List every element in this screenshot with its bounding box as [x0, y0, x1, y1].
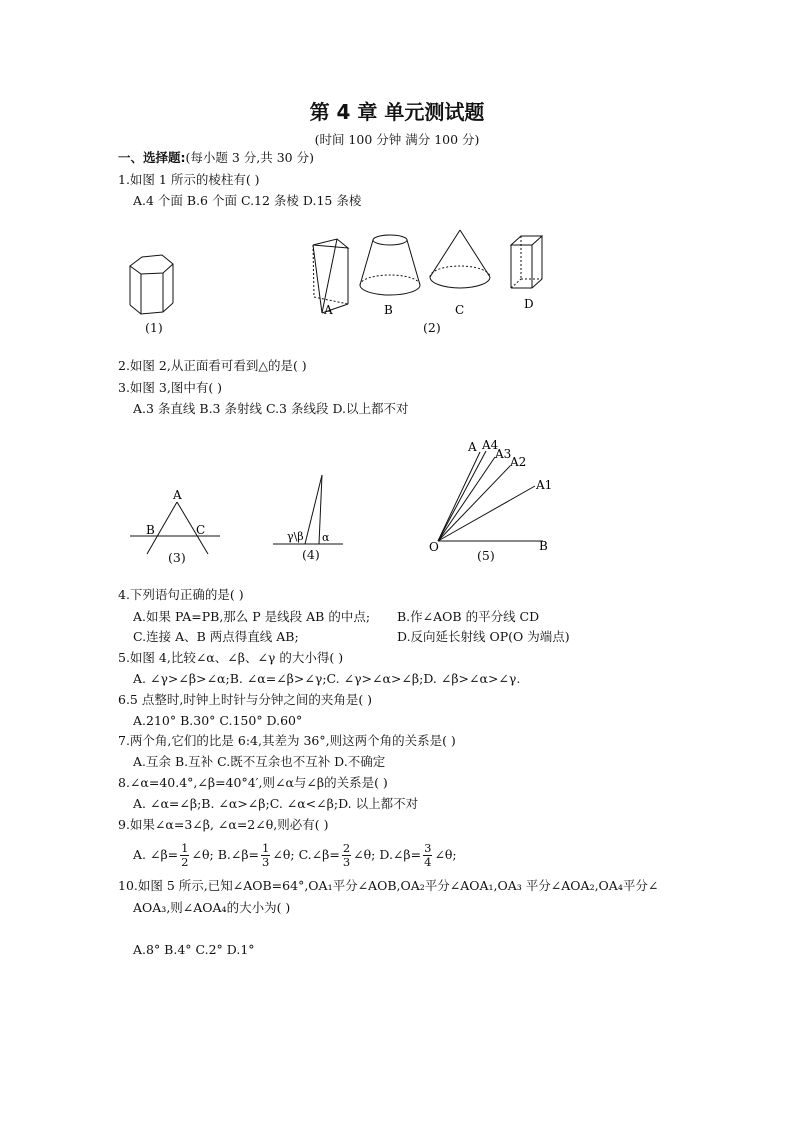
q1-options: A.4 个面 B.6 个面 C.12 条棱 D.15 条棱 [133, 193, 362, 208]
q7-stem: 7.两个角,它们的比是 6:4,其差为 36°,则这两个角的关系是( ) [118, 733, 456, 748]
figure-3-label-a: A [173, 488, 182, 502]
figure-2-label-b: B [384, 303, 393, 317]
q10-line-1: 10.如图 5 所示,已知∠AOB=64°,OA₁平分∠AOB,OA₂平分∠AOA₁,OA₃ 平分∠AOA₂,OA₄平分∠ [118, 878, 659, 893]
q9-d-numerator: 3 [424, 841, 432, 855]
q9-b-suffix: ∠θ; [272, 847, 295, 862]
q9-a-numerator: 1 [181, 841, 189, 855]
section-note: (每小题 3 分,共 30 分) [185, 150, 314, 165]
q10-options: A.8° B.4° C.2° D.1° [133, 942, 255, 957]
section-heading [118, 150, 314, 166]
q9-a-suffix: ∠θ; [191, 847, 214, 862]
figure-5-label-a4: A4 [482, 438, 499, 452]
q9-c-numerator: 2 [342, 841, 351, 855]
q9-b-prefix: B.∠β= [217, 847, 260, 862]
q7-options: A.互余 B.互补 C.既不互余也不互补 D.不确定 [133, 754, 386, 769]
figure-3-label-c: C [196, 523, 206, 537]
page-title: 第 4 章 单元测试题 [309, 100, 485, 124]
figure-5-label-a3: A3 [495, 447, 512, 461]
q9-a-prefix: A. ∠β= [133, 847, 179, 862]
q9-a-denominator: 2 [181, 855, 189, 869]
q2-stem: 2.如图 2,从正面看可看到△的是( ) [118, 358, 307, 373]
q4-option-d: D.反向延长射线 OP(O 为端点) [397, 629, 570, 644]
figure-2-label-a: A [324, 303, 333, 317]
q9-b-fraction [261, 842, 270, 869]
q9-d-fraction [423, 842, 432, 869]
figure-5-label-a: A [468, 440, 477, 454]
q10-line-2: AOA₃,则∠AOA₄的大小为( ) [133, 900, 291, 915]
figure-5-label-a2: A2 [510, 455, 527, 469]
figure-5-label-o: O [429, 540, 439, 554]
q5-options: A. ∠γ>∠β>∠α;B. ∠α=∠β>∠γ;C. ∠γ>∠α>∠β;D. ∠β>∠α>∠γ. [133, 671, 521, 686]
figure-2-label-c: C [455, 303, 465, 317]
section-title: 一、选择题: [118, 150, 186, 165]
figure-1-caption: (1) [145, 320, 163, 335]
figure-4-label-gamma-beta: γ\β [287, 530, 304, 543]
figure-5-label-a1: A1 [536, 478, 553, 492]
figure-3-label-b: B [146, 523, 155, 537]
q6-stem: 6.5 点整时,时钟上时针与分钟之间的夹角是( ) [118, 692, 373, 707]
page-subtitle: (时间 100 分钟 满分 100 分) [314, 132, 480, 147]
q9-d-denominator: 4 [424, 855, 432, 869]
figure-5-label-b: B [539, 539, 548, 553]
q4-option-c: C.连接 A、B 两点得直线 AB; [133, 629, 299, 644]
figure-4-label-alpha: α [322, 531, 330, 544]
q5-stem: 5.如图 4,比较∠α、∠β、∠γ 的大小得( ) [118, 650, 344, 665]
q9-c-fraction [342, 842, 351, 869]
q3-stem: 3.如图 3,图中有( ) [118, 380, 223, 395]
q9-d-suffix: ∠θ; [434, 847, 457, 862]
q9-c-suffix: ∠θ; [353, 847, 376, 862]
q9-options [133, 840, 457, 870]
figure-5-angle-bisectors [425, 430, 565, 560]
figure-5-caption: (5) [477, 548, 495, 563]
q9-c-prefix: C.∠β= [298, 847, 340, 862]
q8-options: A. ∠α=∠β;B. ∠α>∠β;C. ∠α<∠β;D. 以上都不对 [133, 796, 419, 811]
q9-b-numerator: 1 [262, 841, 270, 855]
q3-options: A.3 条直线 B.3 条射线 C.3 条线段 D.以上都不对 [133, 401, 409, 416]
figure-4-caption: (4) [302, 547, 320, 562]
figure-2-label-d: D [524, 297, 534, 311]
q6-options: A.210° B.30° C.150° D.60° [133, 713, 303, 728]
q1-stem: 1.如图 1 所示的棱柱有( ) [118, 172, 260, 187]
figure-3-triangle-lines [125, 485, 225, 555]
q9-stem: 9.如果∠α=3∠β, ∠α=2∠θ,则必有( ) [118, 817, 329, 832]
figure-3-caption: (3) [168, 550, 186, 565]
figure-4-angles [268, 470, 348, 550]
q9-a-fraction [180, 842, 189, 869]
q9-c-denominator: 3 [342, 855, 351, 869]
q9-d-prefix: D.∠β= [379, 847, 422, 862]
q4-option-a: A.如果 PA=PB,那么 P 是线段 AB 的中点; [133, 609, 371, 624]
q8-stem: 8.∠α=40.4°,∠β=40°4′,则∠α与∠β的关系是( ) [118, 775, 388, 790]
q9-b-denominator: 3 [262, 855, 270, 869]
q4-option-b: B.作∠AOB 的平分线 CD [397, 609, 540, 624]
figure-2-caption: (2) [423, 320, 441, 335]
q4-stem: 4.下列语句正确的是( ) [118, 587, 244, 602]
